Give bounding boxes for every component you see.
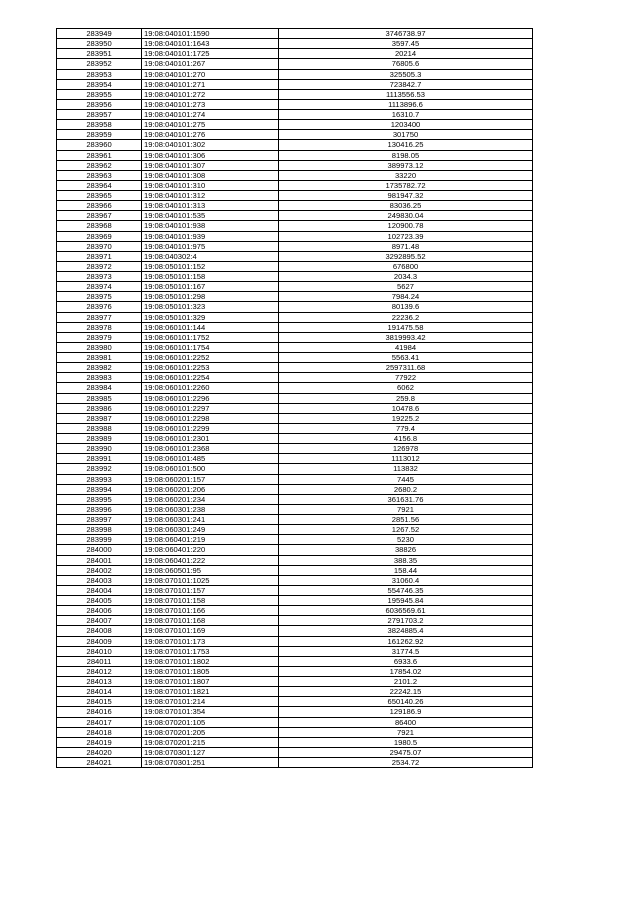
- row-id-cell: 284013: [57, 677, 142, 687]
- table-row: [57, 585, 533, 595]
- table-row: [57, 160, 533, 170]
- cadastral-number-cell: 19:08:070101:1807: [142, 677, 279, 687]
- value-cell: 195945.84: [279, 596, 533, 606]
- table-row: [57, 110, 533, 120]
- row-id-cell: 283971: [57, 251, 142, 261]
- value-cell: 129186.9: [279, 707, 533, 717]
- row-id-cell: 283952: [57, 59, 142, 69]
- row-id-cell: 283986: [57, 403, 142, 413]
- row-id-cell: 284019: [57, 737, 142, 747]
- table-row: [57, 261, 533, 271]
- value-cell: 3292895.52: [279, 251, 533, 261]
- cadastral-number-cell: 19:08:040101:1590: [142, 29, 279, 39]
- row-id-cell: 283959: [57, 130, 142, 140]
- row-id-cell: 283949: [57, 29, 142, 39]
- row-id-cell: 283954: [57, 79, 142, 89]
- row-id-cell: 283974: [57, 282, 142, 292]
- table-row: [57, 241, 533, 251]
- table-row: [57, 302, 533, 312]
- cadastral-number-cell: 19:08:060201:157: [142, 474, 279, 484]
- row-id-cell: 284007: [57, 616, 142, 626]
- cadastral-number-cell: 19:08:040101:535: [142, 211, 279, 221]
- row-id-cell: 283970: [57, 241, 142, 251]
- table-row: [57, 342, 533, 352]
- cadastral-number-cell: 19:08:070101:354: [142, 707, 279, 717]
- row-id-cell: 283969: [57, 231, 142, 241]
- row-id-cell: 284011: [57, 656, 142, 666]
- cadastral-number-cell: 19:08:070101:1025: [142, 575, 279, 585]
- value-cell: 388.35: [279, 555, 533, 565]
- table-row: [57, 211, 533, 221]
- cadastral-number-cell: 19:08:070101:168: [142, 616, 279, 626]
- table-row: [57, 150, 533, 160]
- value-cell: 1735782.72: [279, 180, 533, 190]
- cadastral-number-cell: 19:08:040101:938: [142, 221, 279, 231]
- value-cell: 22242.15: [279, 687, 533, 697]
- table-row: [57, 201, 533, 211]
- cadastral-number-cell: 19:08:040101:274: [142, 110, 279, 120]
- row-id-cell: 283961: [57, 150, 142, 160]
- row-id-cell: 283975: [57, 292, 142, 302]
- value-cell: 16310.7: [279, 110, 533, 120]
- value-cell: 20214: [279, 49, 533, 59]
- row-id-cell: 283962: [57, 160, 142, 170]
- row-id-cell: 283964: [57, 180, 142, 190]
- row-id-cell: 283981: [57, 353, 142, 363]
- table-row: [57, 616, 533, 626]
- cadastral-number-cell: 19:08:040101:975: [142, 241, 279, 251]
- row-id-cell: 284008: [57, 626, 142, 636]
- value-cell: 301750: [279, 130, 533, 140]
- table-row: [57, 707, 533, 717]
- table-row: [57, 403, 533, 413]
- row-id-cell: 284003: [57, 575, 142, 585]
- table-row: [57, 454, 533, 464]
- table-row: [57, 191, 533, 201]
- table-row: [57, 535, 533, 545]
- cadastral-number-cell: 19:08:040101:312: [142, 191, 279, 201]
- cadastral-number-cell: 19:08:060501:95: [142, 565, 279, 575]
- row-id-cell: 283997: [57, 515, 142, 525]
- table-row: [57, 231, 533, 241]
- table-row: [57, 180, 533, 190]
- value-cell: 158.44: [279, 565, 533, 575]
- cadastral-number-cell: 19:08:040101:275: [142, 120, 279, 130]
- value-cell: 161262.92: [279, 636, 533, 646]
- cadastral-number-cell: 19:08:070101:1805: [142, 666, 279, 676]
- value-cell: 4156.8: [279, 434, 533, 444]
- value-cell: 981947.32: [279, 191, 533, 201]
- row-id-cell: 284004: [57, 585, 142, 595]
- table-row: [57, 444, 533, 454]
- table-row: [57, 120, 533, 130]
- cadastral-number-cell: 19:08:060101:1752: [142, 332, 279, 342]
- value-cell: 31774.5: [279, 646, 533, 656]
- row-id-cell: 284014: [57, 687, 142, 697]
- row-id-cell: 284000: [57, 545, 142, 555]
- table-row: [57, 555, 533, 565]
- value-cell: 31060.4: [279, 575, 533, 585]
- table-row: [57, 464, 533, 474]
- cadastral-number-cell: 19:08:060101:2260: [142, 383, 279, 393]
- value-cell: 41984: [279, 342, 533, 352]
- value-cell: 1113012: [279, 454, 533, 464]
- row-id-cell: 283980: [57, 342, 142, 352]
- table-row: [57, 758, 533, 768]
- value-cell: 676800: [279, 261, 533, 271]
- row-id-cell: 283990: [57, 444, 142, 454]
- cadastral-number-cell: 19:08:040302:4: [142, 251, 279, 261]
- table-row: [57, 474, 533, 484]
- row-id-cell: 283966: [57, 201, 142, 211]
- table-row: [57, 687, 533, 697]
- value-cell: 126978: [279, 444, 533, 454]
- cadastral-number-cell: 19:08:040101:1725: [142, 49, 279, 59]
- cadastral-number-cell: 19:08:050101:158: [142, 272, 279, 282]
- value-cell: 5563.41: [279, 353, 533, 363]
- value-cell: 29475.07: [279, 747, 533, 757]
- table-row: [57, 292, 533, 302]
- cadastral-number-cell: 19:08:040101:271: [142, 79, 279, 89]
- cadastral-number-cell: 19:08:070101:169: [142, 626, 279, 636]
- row-id-cell: 284012: [57, 666, 142, 676]
- cadastral-number-cell: 19:08:070301:127: [142, 747, 279, 757]
- row-id-cell: 283960: [57, 140, 142, 150]
- table-row: [57, 332, 533, 342]
- value-cell: 2680.2: [279, 484, 533, 494]
- table-row: [57, 596, 533, 606]
- table-row: [57, 49, 533, 59]
- value-cell: 8971.48: [279, 241, 533, 251]
- value-cell: 76805.6: [279, 59, 533, 69]
- table-row: [57, 747, 533, 757]
- value-cell: 1113896.6: [279, 99, 533, 109]
- table-row: [57, 626, 533, 636]
- row-id-cell: 283956: [57, 99, 142, 109]
- row-id-cell: 283999: [57, 535, 142, 545]
- table-row: [57, 423, 533, 433]
- cadastral-number-cell: 19:08:070101:1802: [142, 656, 279, 666]
- cadastral-number-cell: 19:08:060101:2254: [142, 373, 279, 383]
- table-row: [57, 656, 533, 666]
- table-row: [57, 29, 533, 39]
- table-row: [57, 525, 533, 535]
- row-id-cell: 283989: [57, 434, 142, 444]
- value-cell: 77922: [279, 373, 533, 383]
- cadastral-number-cell: 19:08:060101:2298: [142, 413, 279, 423]
- value-cell: 6036569.61: [279, 606, 533, 616]
- cadastral-number-cell: 19:08:070101:1821: [142, 687, 279, 697]
- row-id-cell: 283983: [57, 373, 142, 383]
- cadastral-number-cell: 19:08:040101:302: [142, 140, 279, 150]
- table-row: [57, 69, 533, 79]
- cadastral-number-cell: 19:08:070101:214: [142, 697, 279, 707]
- value-cell: 325505.3: [279, 69, 533, 79]
- cadastral-number-cell: 19:08:050101:329: [142, 312, 279, 322]
- cadastral-number-cell: 19:08:060301:241: [142, 515, 279, 525]
- value-cell: 83036.25: [279, 201, 533, 211]
- value-cell: 2791703.2: [279, 616, 533, 626]
- row-id-cell: 284017: [57, 717, 142, 727]
- table-row: [57, 565, 533, 575]
- value-cell: 3824885.4: [279, 626, 533, 636]
- cadastral-number-cell: 19:08:040101:306: [142, 150, 279, 160]
- row-id-cell: 283953: [57, 69, 142, 79]
- table-row: [57, 636, 533, 646]
- table-row: [57, 393, 533, 403]
- cadastral-number-cell: 19:08:060101:500: [142, 464, 279, 474]
- row-id-cell: 283988: [57, 423, 142, 433]
- value-cell: 1113556.53: [279, 89, 533, 99]
- cadastral-number-cell: 19:08:040101:276: [142, 130, 279, 140]
- table-row: [57, 79, 533, 89]
- value-cell: 38826: [279, 545, 533, 555]
- cadastral-number-cell: 19:08:040101:270: [142, 69, 279, 79]
- table-row: [57, 646, 533, 656]
- value-cell: 8198.05: [279, 150, 533, 160]
- row-id-cell: 283951: [57, 49, 142, 59]
- table-row: [57, 413, 533, 423]
- table-row: [57, 494, 533, 504]
- table-row: [57, 575, 533, 585]
- cadastral-number-cell: 19:08:060101:485: [142, 454, 279, 464]
- table-row: [57, 606, 533, 616]
- row-id-cell: 284020: [57, 747, 142, 757]
- row-id-cell: 284009: [57, 636, 142, 646]
- value-cell: 2597311.68: [279, 363, 533, 373]
- row-id-cell: 283965: [57, 191, 142, 201]
- cadastral-number-cell: 19:08:060101:2252: [142, 353, 279, 363]
- row-id-cell: 284018: [57, 727, 142, 737]
- table-row: [57, 221, 533, 231]
- value-cell: 17854.02: [279, 666, 533, 676]
- cadastral-number-cell: 19:08:060101:144: [142, 322, 279, 332]
- cadastral-number-cell: 19:08:060101:2301: [142, 434, 279, 444]
- value-cell: 6933.6: [279, 656, 533, 666]
- cadastral-number-cell: 19:08:040101:308: [142, 170, 279, 180]
- cadastral-number-cell: 19:08:050101:167: [142, 282, 279, 292]
- value-cell: 361631.76: [279, 494, 533, 504]
- row-id-cell: 283985: [57, 393, 142, 403]
- table-row: [57, 515, 533, 525]
- table-row: [57, 282, 533, 292]
- cadastral-number-cell: 19:08:040101:272: [142, 89, 279, 99]
- value-cell: 723842.7: [279, 79, 533, 89]
- cadastral-number-cell: 19:08:040101:310: [142, 180, 279, 190]
- cadastral-number-cell: 19:08:060401:219: [142, 535, 279, 545]
- row-id-cell: 283987: [57, 413, 142, 423]
- cadastral-number-cell: 19:08:060201:234: [142, 494, 279, 504]
- table-row: [57, 727, 533, 737]
- table-row: [57, 59, 533, 69]
- table-row: [57, 272, 533, 282]
- value-cell: 249830.04: [279, 211, 533, 221]
- cadastral-number-cell: 19:08:060401:220: [142, 545, 279, 555]
- cadastral-number-cell: 19:08:040101:267: [142, 59, 279, 69]
- row-id-cell: 283992: [57, 464, 142, 474]
- table-row: [57, 89, 533, 99]
- row-id-cell: 284015: [57, 697, 142, 707]
- cadastral-number-cell: 19:08:060101:2253: [142, 363, 279, 373]
- value-cell: 554746.35: [279, 585, 533, 595]
- value-cell: 3746738.97: [279, 29, 533, 39]
- cadastral-number-cell: 19:08:050101:298: [142, 292, 279, 302]
- cadastral-number-cell: 19:08:040101:313: [142, 201, 279, 211]
- value-cell: 86400: [279, 717, 533, 727]
- cadastral-number-cell: 19:08:050101:323: [142, 302, 279, 312]
- value-cell: 7984.24: [279, 292, 533, 302]
- row-id-cell: 283984: [57, 383, 142, 393]
- value-cell: 259.8: [279, 393, 533, 403]
- row-id-cell: 283977: [57, 312, 142, 322]
- value-cell: 191475.58: [279, 322, 533, 332]
- cadastral-number-cell: 19:08:040101:307: [142, 160, 279, 170]
- cadastral-number-cell: 19:08:040101:939: [142, 231, 279, 241]
- cadastral-number-cell: 19:08:060301:238: [142, 504, 279, 514]
- value-cell: 113832: [279, 464, 533, 474]
- row-id-cell: 284001: [57, 555, 142, 565]
- table-row: [57, 99, 533, 109]
- value-cell: 2851.56: [279, 515, 533, 525]
- value-cell: 19225.2: [279, 413, 533, 423]
- value-cell: 102723.39: [279, 231, 533, 241]
- cadastral-number-cell: 19:08:040101:273: [142, 99, 279, 109]
- table-row: [57, 251, 533, 261]
- row-id-cell: 283957: [57, 110, 142, 120]
- cadastral-number-cell: 19:08:070101:157: [142, 585, 279, 595]
- table-row: [57, 484, 533, 494]
- value-cell: 650140.26: [279, 697, 533, 707]
- value-cell: 80139.6: [279, 302, 533, 312]
- row-id-cell: 284016: [57, 707, 142, 717]
- table-row: [57, 697, 533, 707]
- row-id-cell: 283996: [57, 504, 142, 514]
- table-row: [57, 545, 533, 555]
- cadastral-number-cell: 19:08:060101:2296: [142, 393, 279, 403]
- value-cell: 779.4: [279, 423, 533, 433]
- row-id-cell: 283998: [57, 525, 142, 535]
- row-id-cell: 283982: [57, 363, 142, 373]
- row-id-cell: 283991: [57, 454, 142, 464]
- cadastral-number-cell: 19:08:060101:2297: [142, 403, 279, 413]
- value-cell: 1203400: [279, 120, 533, 130]
- value-cell: 22236.2: [279, 312, 533, 322]
- value-cell: 3819993.42: [279, 332, 533, 342]
- cadastral-number-cell: 19:08:060101:2299: [142, 423, 279, 433]
- row-id-cell: 283950: [57, 39, 142, 49]
- value-cell: 130416.25: [279, 140, 533, 150]
- value-cell: 1980.5: [279, 737, 533, 747]
- value-cell: 1267.52: [279, 525, 533, 535]
- table-row: [57, 170, 533, 180]
- row-id-cell: 283968: [57, 221, 142, 231]
- row-id-cell: 283995: [57, 494, 142, 504]
- cadastral-number-cell: 19:08:060401:222: [142, 555, 279, 565]
- table-row: [57, 677, 533, 687]
- table-row: [57, 383, 533, 393]
- row-id-cell: 284005: [57, 596, 142, 606]
- row-id-cell: 283958: [57, 120, 142, 130]
- table-row: [57, 140, 533, 150]
- table-row: [57, 666, 533, 676]
- value-cell: 7921: [279, 727, 533, 737]
- row-id-cell: 283979: [57, 332, 142, 342]
- row-id-cell: 284006: [57, 606, 142, 616]
- value-cell: 2101.2: [279, 677, 533, 687]
- table-row: [57, 130, 533, 140]
- value-cell: 2534.72: [279, 758, 533, 768]
- row-id-cell: 283955: [57, 89, 142, 99]
- row-id-cell: 284021: [57, 758, 142, 768]
- cadastral-number-cell: 19:08:070101:173: [142, 636, 279, 646]
- row-id-cell: 283963: [57, 170, 142, 180]
- row-id-cell: 283973: [57, 272, 142, 282]
- value-cell: 5627: [279, 282, 533, 292]
- value-cell: 7921: [279, 504, 533, 514]
- cadastral-number-cell: 19:08:060301:249: [142, 525, 279, 535]
- table-row: [57, 39, 533, 49]
- value-cell: 120900.78: [279, 221, 533, 231]
- cadastral-number-cell: 19:08:050101:152: [142, 261, 279, 271]
- cadastral-number-cell: 19:08:070101:158: [142, 596, 279, 606]
- cadastral-number-cell: 19:08:070201:215: [142, 737, 279, 747]
- row-id-cell: 284002: [57, 565, 142, 575]
- value-cell: 33220: [279, 170, 533, 180]
- cadastral-number-cell: 19:08:070101:1753: [142, 646, 279, 656]
- table-row: [57, 737, 533, 747]
- row-id-cell: 283994: [57, 484, 142, 494]
- value-cell: 2034.3: [279, 272, 533, 282]
- table-row: [57, 373, 533, 383]
- cadastral-number-cell: 19:08:070201:105: [142, 717, 279, 727]
- value-cell: 6062: [279, 383, 533, 393]
- cadastral-number-cell: 19:08:040101:1643: [142, 39, 279, 49]
- cadastral-number-cell: 19:08:070101:166: [142, 606, 279, 616]
- cadastral-number-cell: 19:08:070201:205: [142, 727, 279, 737]
- table-body: [57, 29, 533, 768]
- value-cell: 389973.12: [279, 160, 533, 170]
- value-cell: 7445: [279, 474, 533, 484]
- value-cell: 3597.45: [279, 39, 533, 49]
- table-row: [57, 312, 533, 322]
- row-id-cell: 283978: [57, 322, 142, 332]
- row-id-cell: 284010: [57, 646, 142, 656]
- row-id-cell: 283972: [57, 261, 142, 271]
- table-row: [57, 434, 533, 444]
- table-row: [57, 504, 533, 514]
- cadastral-number-cell: 19:08:070301:251: [142, 758, 279, 768]
- value-cell: 10478.6: [279, 403, 533, 413]
- row-id-cell: 283967: [57, 211, 142, 221]
- cadastral-number-cell: 19:08:060101:2368: [142, 444, 279, 454]
- row-id-cell: 283993: [57, 474, 142, 484]
- table-row: [57, 322, 533, 332]
- table-row: [57, 717, 533, 727]
- data-table: [56, 28, 533, 768]
- value-cell: 5230: [279, 535, 533, 545]
- cadastral-number-cell: 19:08:060101:1754: [142, 342, 279, 352]
- cadastral-number-cell: 19:08:060201:206: [142, 484, 279, 494]
- table-row: [57, 363, 533, 373]
- row-id-cell: 283976: [57, 302, 142, 312]
- table-row: [57, 353, 533, 363]
